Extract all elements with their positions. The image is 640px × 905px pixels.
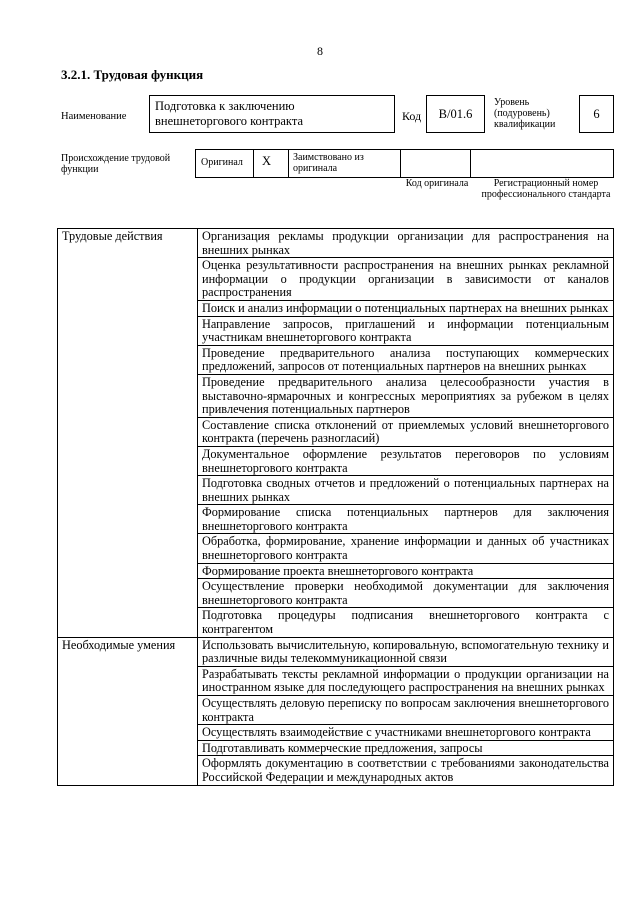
origin-row: [195, 149, 614, 178]
section-title: 3.2.1. Трудовая функция: [61, 67, 204, 82]
list-item: Проведение предварительного анализа целесообразности участия в выставочно-ярмарочных и конгрессных мероприятиях за рубежом в целях привлечения потенциальных партнеров: [198, 374, 614, 417]
origin-divider: [288, 149, 289, 178]
list-item: Оценка результативности распространения на внешних рынках рекламной информации о продукции организации в зависимости от каналов распространения: [198, 258, 614, 301]
code-box: [426, 95, 485, 133]
list-item: Подготавливать коммерческие предложения, запросы: [198, 740, 614, 756]
list-item: Разрабатывать тексты рекламной информации о продукции организации на иностранном языке для последующего распространения на внешних рынках: [198, 666, 614, 695]
list-item: Формирование списка потенциальных партнеров для заключения внешнеторгового контракта: [198, 505, 614, 534]
list-item: Подготовка процедуры подписания внешнеторгового контракта с контрагентом: [198, 608, 614, 637]
list-item: Осуществлять взаимодействие с участниками внешнеторгового контракта: [198, 725, 614, 741]
reg-number-label: Регистрационный номер профессионального стандарта: [481, 178, 611, 200]
page-number: 8: [317, 44, 323, 58]
list-item: Подготовка сводных отчетов и предложений о потенциальных партнерах на внешних рынках: [198, 476, 614, 505]
list-item: Обработка, формирование, хранение информации и данных об участниках внешнеторгового контракта: [198, 534, 614, 563]
code-label: Код: [402, 109, 422, 123]
section-category: Трудовые действия: [58, 229, 198, 638]
list-item: Направление запросов, приглашений и информации потенциальным участникам внешнеторгового контракта: [198, 316, 614, 345]
table-row: [58, 229, 614, 258]
list-item: Использовать вычислительную, копировальную, вспомогательную технику и различные виды телекоммуникационной связи: [198, 637, 614, 666]
code-value: B/01.6: [438, 107, 473, 121]
name-label: Наименование: [61, 111, 127, 122]
list-item: Проведение предварительного анализа поступающих коммерческих предложений, запросов от потенциальных партнеров на внешних рынках: [198, 345, 614, 374]
origin-code-label: Код оригинала: [405, 178, 469, 189]
list-item: Поиск и анализ информации о потенциальных партнерах на внешних рынках: [198, 300, 614, 316]
name-value: Подготовка к заключению внешнеторгового контракта: [155, 99, 303, 128]
level-value: 6: [593, 107, 600, 121]
list-item: Формирование проекта внешнеторгового контракта: [198, 563, 614, 579]
section-category: Необходимые умения: [58, 637, 198, 785]
origin-divider: [400, 149, 401, 178]
list-item: Документальное оформление результатов переговоров по условиям внешнеторгового контракта: [198, 446, 614, 475]
level-label: Уровень (подуровень) квалификации: [494, 97, 556, 130]
list-item: Организация рекламы продукции организации для распространения на внешних рынках: [198, 229, 614, 258]
origin-divider: [470, 149, 471, 178]
list-item: Составление списка отклонений от приемлемых условий внешнеторгового контракта (перечень разногласий): [198, 417, 614, 446]
list-item: Оформлять документацию в соответствии с требованиями законодательства Российской Федерации и международных актов: [198, 756, 614, 785]
name-box: [149, 95, 395, 133]
borrowed-label: Заимствовано из оригинала: [293, 152, 364, 174]
origin-label: Происхождение трудовой функции: [61, 153, 171, 175]
origin-divider: [253, 149, 254, 178]
original-mark: X: [262, 154, 272, 168]
list-item: Осуществление проверки необходимой документации для заключения внешнеторгового контракта: [198, 579, 614, 608]
original-label: Оригинал: [201, 157, 243, 168]
table-row: [58, 637, 614, 666]
level-box: [579, 95, 614, 133]
list-item: Осуществлять деловую переписку по вопросам заключения внешнеторгового контракта: [198, 696, 614, 725]
work-function-table: [57, 228, 614, 786]
